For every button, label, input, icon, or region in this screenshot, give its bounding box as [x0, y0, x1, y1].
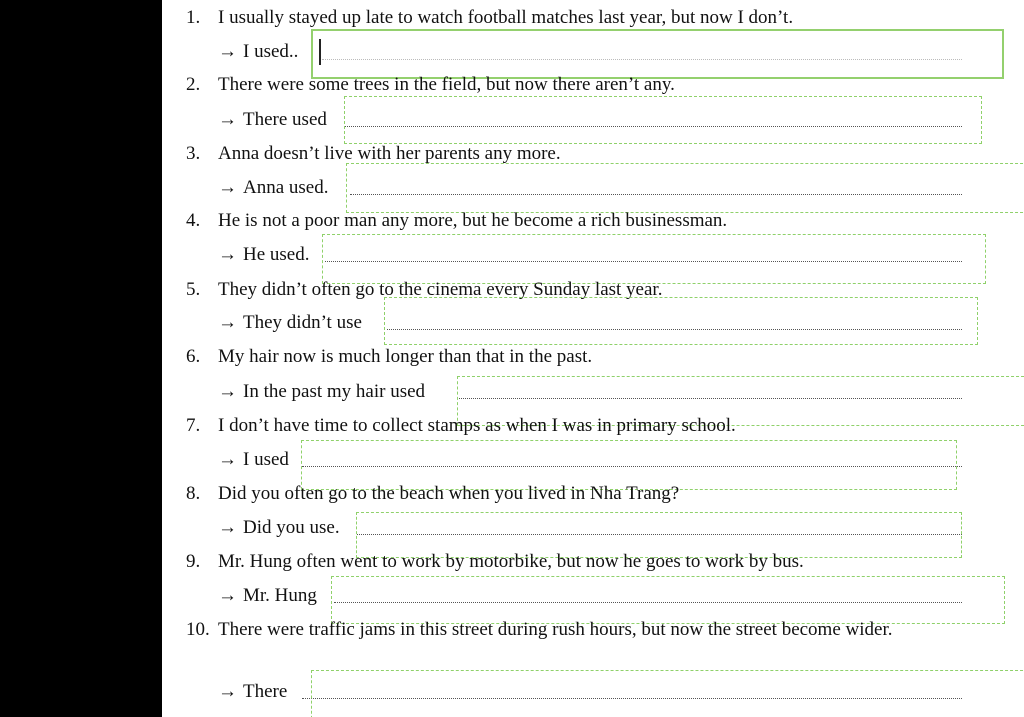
- answer-input-5[interactable]: [384, 297, 978, 345]
- exercise-number: 2.: [186, 74, 201, 95]
- answer-prefix: There used: [243, 109, 327, 130]
- answer-prefix: Anna used.: [243, 177, 329, 198]
- answer-input-4[interactable]: [322, 234, 986, 284]
- answer-input-3[interactable]: [346, 163, 1024, 213]
- arrow-icon: →: [218, 681, 237, 702]
- answer-prefix: Mr. Hung: [243, 585, 317, 606]
- answer-prefix: In the past my hair used: [243, 381, 426, 402]
- arrow-icon: →: [218, 449, 237, 470]
- exercise-question: He is not a poor man any more, but he become a rich businessman.: [218, 210, 728, 231]
- exercise-question: They didn’t often go to the cinema every Sunday last year.: [218, 279, 663, 300]
- answer-input-10[interactable]: [311, 670, 1024, 717]
- exercise-question: Mr. Hung often went to work by motorbike, but now he goes to work by bus.: [218, 551, 804, 572]
- answer-prefix: There: [243, 681, 288, 702]
- exercise-question: There were traffic jams in this street during rush hours, but now the street become wider.: [218, 619, 893, 640]
- answer-input-2[interactable]: [344, 96, 982, 144]
- answer-prefix: He used.: [243, 244, 310, 265]
- exercise-number: 8.: [186, 483, 201, 504]
- answer-input-1[interactable]: [311, 29, 1004, 79]
- arrow-icon: →: [218, 312, 237, 333]
- exercise-question: Anna doesn’t live with her parents any more.: [218, 143, 561, 164]
- answer-prefix: I used: [243, 449, 289, 470]
- exercise-question: I don’t have time to collect stamps as when I was in primary school.: [218, 415, 736, 436]
- exercise-number: 1.: [186, 7, 201, 28]
- arrow-icon: →: [218, 585, 237, 606]
- arrow-icon: →: [218, 244, 237, 265]
- exercise-number: 6.: [186, 346, 201, 367]
- exercise-number: 4.: [186, 210, 201, 231]
- exercise-number: 7.: [186, 415, 201, 436]
- exercise-question: My hair now is much longer than that in the past.: [218, 346, 593, 367]
- exercise-number: 9.: [186, 551, 201, 572]
- answer-prefix: Did you use.: [243, 517, 340, 538]
- exercise-number: 10.: [186, 619, 210, 640]
- arrow-icon: →: [218, 517, 237, 538]
- answer-prefix: I used..: [243, 41, 299, 62]
- exercise-question: There were some trees in the field, but now there aren’t any.: [218, 74, 675, 95]
- answer-prefix: They didn’t use: [243, 312, 362, 333]
- exercise-number: 3.: [186, 143, 201, 164]
- arrow-icon: →: [218, 109, 237, 130]
- arrow-icon: →: [218, 381, 237, 402]
- exercise-question: Did you often go to the beach when you lived in Nha Trang?: [218, 483, 680, 504]
- text-caret: [319, 39, 321, 65]
- exercise-number: 5.: [186, 279, 201, 300]
- exercise-question: I usually stayed up late to watch football matches last year, but now I don’t.: [218, 7, 794, 28]
- worksheet-page: [162, 0, 1024, 717]
- arrow-icon: →: [218, 177, 237, 198]
- arrow-icon: →: [218, 41, 237, 62]
